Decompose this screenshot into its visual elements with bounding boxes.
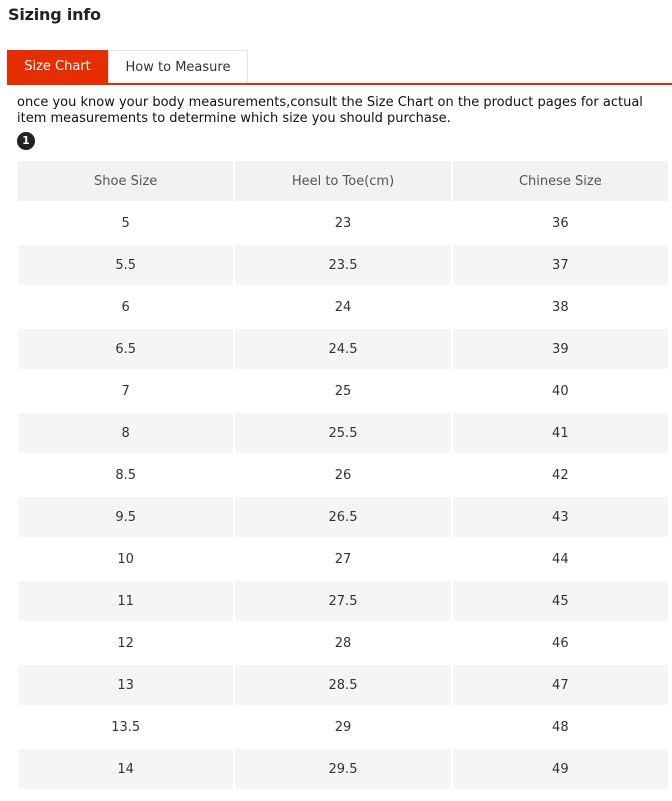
table-row	[18, 497, 668, 537]
table-row	[18, 665, 668, 705]
cell-heel-to-toe: 23.5	[235, 245, 450, 285]
cell-chinese-size: 47	[453, 665, 668, 705]
cell-chinese-size: 37	[453, 245, 668, 285]
cell-shoe-size: 10	[18, 539, 233, 579]
table-row	[18, 245, 668, 285]
cell-heel-to-toe: 23	[235, 203, 450, 243]
cell-heel-to-toe: 29	[235, 707, 450, 747]
cell-heel-to-toe: 24	[235, 287, 450, 327]
table-header-row	[18, 161, 668, 201]
cell-heel-to-toe: 27	[235, 539, 450, 579]
cell-heel-to-toe: 25	[235, 371, 450, 411]
cell-shoe-size: 8.5	[18, 455, 233, 495]
table-row	[18, 287, 668, 327]
table-row	[18, 371, 668, 411]
cell-chinese-size: 48	[453, 707, 668, 747]
cell-shoe-size: 5.5	[18, 245, 233, 285]
cell-shoe-size: 12	[18, 623, 233, 663]
cell-heel-to-toe: 28	[235, 623, 450, 663]
table-row	[18, 749, 668, 789]
header-shoe-size: Shoe Size	[18, 161, 233, 201]
cell-chinese-size: 42	[453, 455, 668, 495]
table-row	[18, 539, 668, 579]
cell-chinese-size: 38	[453, 287, 668, 327]
cell-chinese-size: 43	[453, 497, 668, 537]
step-number-badge: 1	[17, 132, 35, 150]
table-row	[18, 203, 668, 243]
cell-shoe-size: 6.5	[18, 329, 233, 369]
cell-shoe-size: 6	[18, 287, 233, 327]
size-chart-table	[16, 159, 670, 791]
table-row	[18, 581, 668, 621]
size-table-body	[18, 203, 668, 789]
cell-shoe-size: 13.5	[18, 707, 233, 747]
cell-shoe-size: 9.5	[18, 497, 233, 537]
header-chinese-size: Chinese Size	[453, 161, 668, 201]
header-heel-to-toe: Heel to Toe(cm)	[235, 161, 450, 201]
cell-shoe-size: 13	[18, 665, 233, 705]
cell-shoe-size: 11	[18, 581, 233, 621]
tab-how-to-measure[interactable]: How to Measure	[108, 50, 248, 84]
page-title: Sizing info	[8, 5, 101, 24]
tab-bar	[7, 50, 248, 84]
table-row	[18, 329, 668, 369]
cell-heel-to-toe: 28.5	[235, 665, 450, 705]
cell-shoe-size: 8	[18, 413, 233, 453]
cell-shoe-size: 14	[18, 749, 233, 789]
tab-underline	[7, 83, 672, 85]
table-row	[18, 623, 668, 663]
cell-heel-to-toe: 26	[235, 455, 450, 495]
cell-shoe-size: 5	[18, 203, 233, 243]
cell-heel-to-toe: 29.5	[235, 749, 450, 789]
table-row	[18, 413, 668, 453]
table-row	[18, 455, 668, 495]
cell-chinese-size: 49	[453, 749, 668, 789]
cell-chinese-size: 40	[453, 371, 668, 411]
tab-size-chart[interactable]: Size Chart	[7, 50, 108, 84]
intro-text: once you know your body measurements,consult the Size Chart on the product pages for actual item measurements to determine which size you should purchase.	[17, 95, 643, 126]
cell-chinese-size: 39	[453, 329, 668, 369]
cell-heel-to-toe: 25.5	[235, 413, 450, 453]
cell-chinese-size: 44	[453, 539, 668, 579]
cell-heel-to-toe: 27.5	[235, 581, 450, 621]
cell-chinese-size: 45	[453, 581, 668, 621]
cell-chinese-size: 36	[453, 203, 668, 243]
cell-chinese-size: 46	[453, 623, 668, 663]
cell-shoe-size: 7	[18, 371, 233, 411]
cell-heel-to-toe: 24.5	[235, 329, 450, 369]
cell-heel-to-toe: 26.5	[235, 497, 450, 537]
cell-chinese-size: 41	[453, 413, 668, 453]
table-row	[18, 707, 668, 747]
